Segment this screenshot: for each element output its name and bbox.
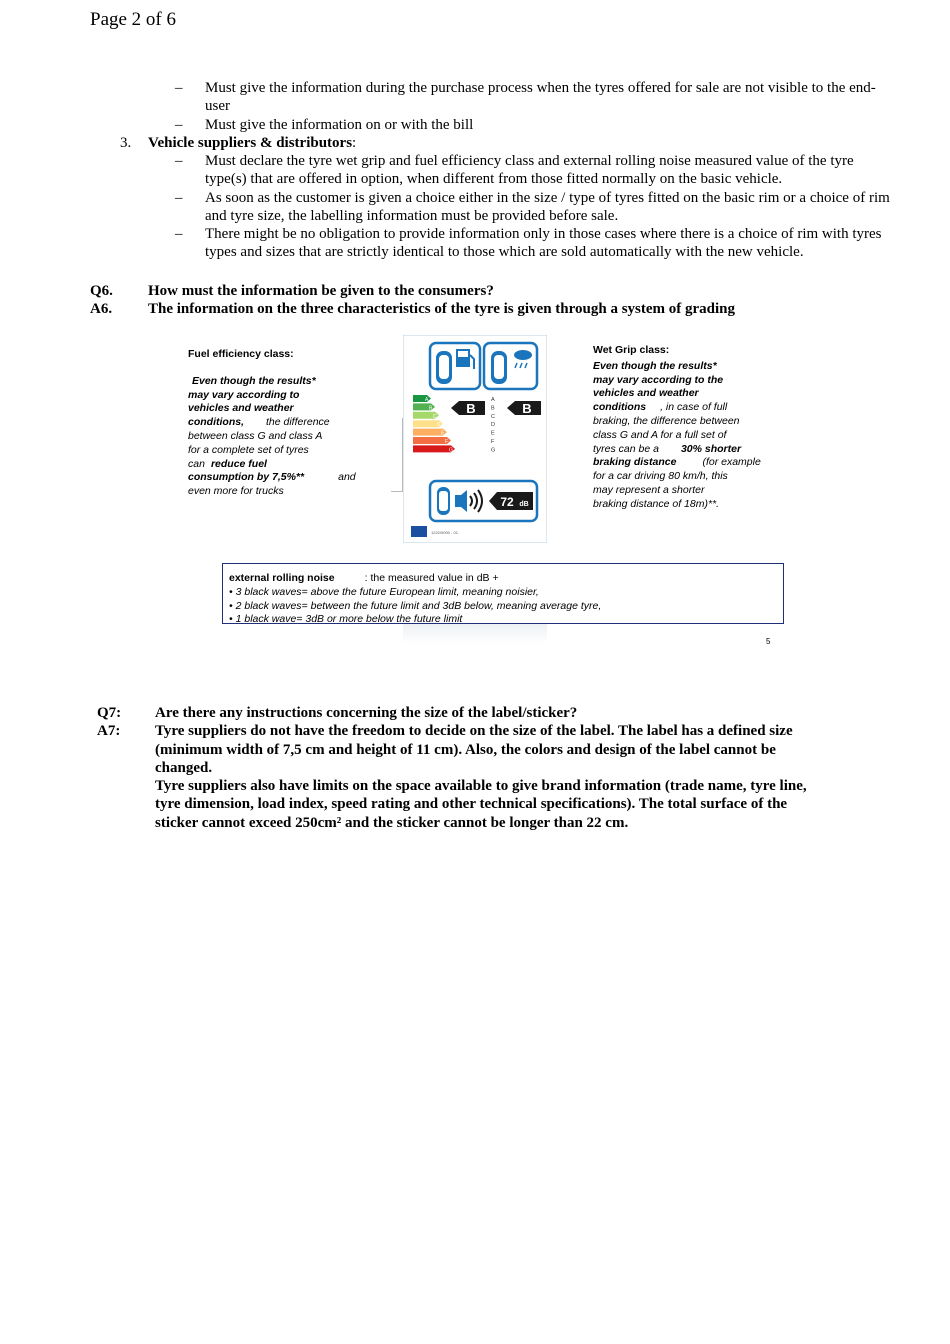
item3-heading — [120, 134, 900, 152]
list-item — [175, 79, 895, 116]
dash: – — [175, 116, 183, 133]
bullet: • — [229, 613, 233, 624]
label-code: 1222/0000 - 01 — [431, 530, 458, 535]
tyre-label-svg — [403, 335, 547, 543]
list-item-text: Must give the information on or with the bill — [205, 116, 474, 133]
dash: – — [175, 80, 183, 96]
wet-grade-letter: A — [491, 397, 495, 403]
dash: – — [175, 153, 183, 169]
item3-title: Vehicle suppliers & distributors — [148, 135, 353, 151]
top-list — [175, 79, 895, 134]
fuel-grade-letter: C — [433, 413, 437, 420]
item3-list — [175, 152, 895, 262]
fuel-efficiency-text — [188, 348, 388, 499]
wet-title: Wet Grip class: — [593, 344, 670, 356]
fuel-class-letter: B — [466, 401, 476, 416]
list-item — [175, 189, 895, 226]
item3-colon: : — [352, 135, 357, 151]
a7-line: Tyre suppliers also have limits on the space available to give brand information (trade name, tyre line, — [155, 778, 807, 795]
fuel-line: vehicles and weather — [188, 402, 294, 415]
a7-line: (minimum width of 7,5 cm and height of 11 cm). Also, the colors and design of the label cannot be — [155, 741, 776, 758]
fuel-line: consumption by 7,5%** — [188, 471, 305, 484]
list-item-text: Must declare the tyre wet grip and fuel efficiency class and external rolling noise measured value of the tyre type(s) that are offered in option, when different from those fitted normally on the basic vehicle. — [205, 153, 854, 188]
wet-line: braking distance of 18m)**. — [593, 497, 720, 510]
dash: – — [175, 189, 183, 206]
wet-line: Even though the results* — [593, 359, 717, 372]
wet-line: conditions — [593, 401, 647, 414]
wet-grade-letter: F — [491, 439, 495, 445]
noise-bullet-text: 2 black waves= between the future limit and 3dB below, meaning average tyre, — [235, 599, 602, 612]
noise-desc: : the measured value in dB + — [364, 572, 499, 584]
fuel-line: Even though the results* — [192, 374, 316, 387]
rolling-noise-box — [222, 563, 784, 624]
wet-line: braking distance — [593, 456, 677, 469]
a6-text: The information on the three characteristics of the tyre is given through a system of grading — [148, 301, 736, 317]
noise-value-marker — [489, 492, 533, 510]
fuel-line: may vary according to — [188, 388, 300, 401]
a7-line: Tyre suppliers do not have the freedom to decide on the size of the label. The label has a defined size — [155, 723, 793, 740]
list-item-text: As soon as the customer is given a choice either in the size / type of tyres fitted on the basic rim or a choice of rim and tyre size, the labelling information must be provided before sale. — [205, 189, 890, 224]
q6-label: Q6. — [90, 283, 113, 299]
fuel-line: even more for trucks — [188, 485, 284, 498]
wet-line: (for example — [702, 456, 761, 469]
fuel-line: the difference — [266, 416, 330, 429]
slide-number: 5 — [766, 637, 771, 646]
a7-line: changed. — [155, 759, 213, 776]
wet-grade-letter: E — [491, 430, 495, 437]
list-item — [175, 152, 895, 189]
noise-bullet-text: 1 black wave= 3dB or more below the future limit — [235, 613, 463, 624]
fuel-line: can — [188, 457, 205, 470]
fuel-grade-letter: E — [441, 430, 445, 437]
fuel-grade-letter: F — [445, 439, 449, 445]
fuel-line: conditions, — [188, 416, 244, 429]
bullet: • — [229, 599, 233, 612]
a6-label: A6. — [90, 301, 113, 317]
q7-label: Q7: — [97, 705, 122, 721]
fuel-line: for a complete set of tyres — [188, 443, 309, 456]
wet-class-letter: B — [522, 401, 532, 416]
wet-grade-letter: D — [491, 422, 495, 429]
q6-block — [90, 282, 910, 322]
wet-line: braking, the difference between — [593, 414, 740, 427]
q7-text: Are there any instructions concerning the size of the label/sticker? — [155, 705, 578, 721]
list-item-text: Must give the information during the purchase process when the tyres offered for sale are not visible to the end-user — [205, 80, 876, 115]
q6-text: How must the information be given to the consumers? — [148, 283, 494, 299]
noise-unit: dB — [519, 501, 529, 508]
eu-flag-icon — [411, 526, 427, 537]
connector-line — [391, 418, 403, 492]
wet-line: , in case of full — [660, 401, 728, 414]
wet-grade-letter: C — [491, 413, 495, 420]
wet-line: 30% shorter — [680, 442, 742, 455]
wet-grade-letter: B — [491, 405, 495, 412]
page-header: Page 2 of 6 — [90, 9, 177, 30]
fuel-line: reduce fuel — [210, 457, 267, 470]
wet-line: may vary according to the — [593, 373, 724, 386]
item3-number: 3. — [120, 135, 132, 151]
bullet: • — [229, 585, 233, 598]
fuel-title: Fuel efficiency class: — [188, 348, 294, 360]
fuel-line: and — [338, 471, 356, 484]
wet-line: vehicles and weather — [593, 387, 699, 400]
a7-text — [155, 722, 895, 832]
wet-line: for a car driving 80 km/h, this — [593, 470, 728, 483]
wet-line: tyres can be a — [593, 442, 659, 455]
wet-line: may represent a shorter — [593, 483, 705, 496]
noise-bullet-text: 3 black waves= above the future European limit, meaning noisier, — [235, 585, 539, 598]
noise-title: external rolling noise — [229, 572, 335, 584]
dash: – — [175, 226, 183, 243]
list-item — [175, 116, 895, 134]
noise-value: 72 — [500, 495, 514, 509]
a7-line: tyre dimension, load index, speed rating and other technical specifications). The total surface of the — [155, 796, 788, 813]
q7-block — [97, 704, 897, 834]
fuel-grade-letter: B — [429, 405, 433, 412]
fuel-grade-letter: G — [449, 447, 453, 454]
wet-line: class G and A for a full set of — [593, 428, 727, 441]
a7-label: A7: — [97, 723, 121, 740]
wet-grip-text — [593, 344, 793, 512]
wet-grade-letter: G — [491, 447, 496, 454]
fuel-grade-letter: D — [437, 422, 441, 429]
fuel-line: between class G and class A — [188, 429, 323, 442]
fuel-grade-letter: A — [425, 397, 429, 403]
tyre-label-image — [403, 335, 547, 543]
list-item — [175, 225, 895, 262]
label-image-fade — [403, 624, 547, 644]
a7-line: sticker cannot exceed 250cm² and the sticker cannot be longer than 22 cm. — [155, 814, 629, 831]
list-item-text: There might be no obligation to provide information only in those cases where there is a choice of rim with tyres types and sizes that are strictly identical to those which are sold automatically with the new vehicle. — [205, 226, 882, 261]
